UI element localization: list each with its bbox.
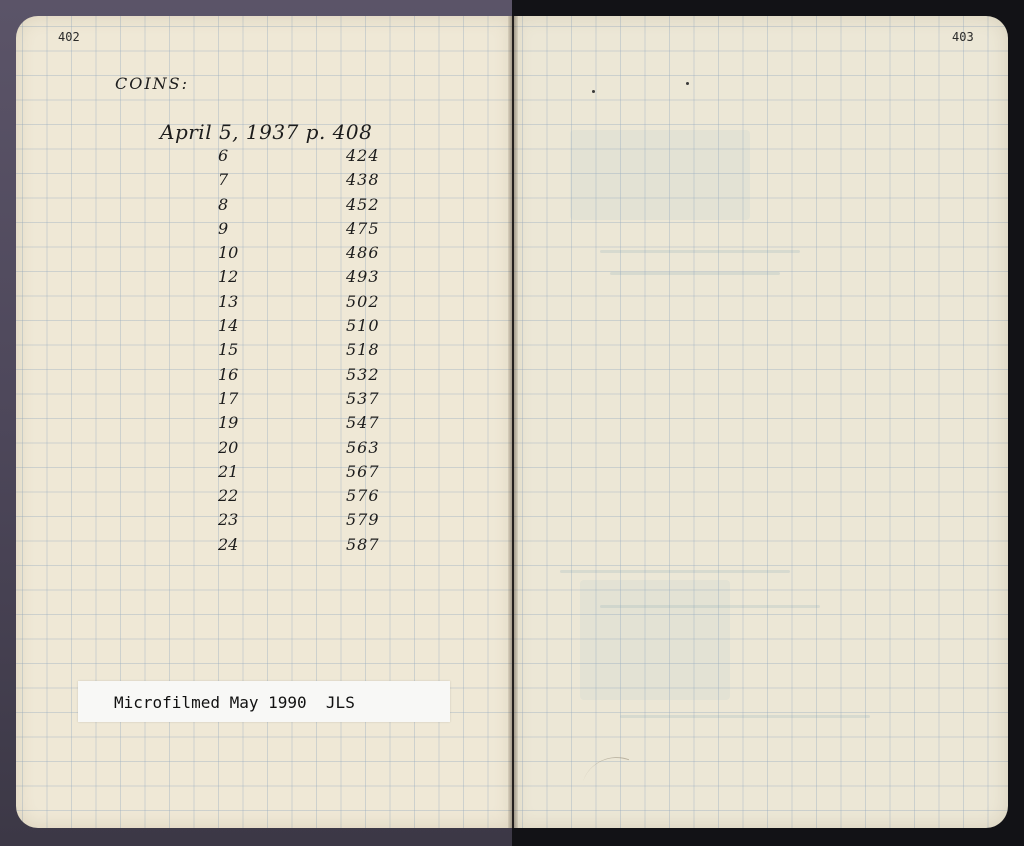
entry-page: 486 bbox=[346, 243, 380, 263]
entry-page: 518 bbox=[346, 340, 380, 360]
entry-row bbox=[210, 195, 410, 219]
first-entry-date: April 5, 1937 bbox=[160, 120, 299, 144]
entry-day: 6 bbox=[218, 146, 229, 165]
entry-page: 452 bbox=[346, 194, 380, 214]
bleed-through-block bbox=[570, 130, 750, 220]
entry-row bbox=[210, 438, 410, 462]
entry-day: 12 bbox=[218, 267, 239, 287]
entry-row bbox=[210, 365, 410, 389]
entry-page: 567 bbox=[346, 461, 380, 481]
first-entry bbox=[160, 120, 372, 144]
entry-row bbox=[210, 316, 410, 340]
coins-heading: COINS: bbox=[115, 74, 190, 93]
first-entry-page-ref: p. 408 bbox=[305, 120, 373, 144]
entry-page: 547 bbox=[346, 413, 380, 433]
entry-row bbox=[210, 267, 410, 291]
entry-day: 23 bbox=[218, 510, 239, 530]
page-number-left: 402 bbox=[58, 30, 80, 44]
entry-row bbox=[210, 535, 410, 559]
entry-day: 20 bbox=[218, 437, 239, 457]
page-number-right: 403 bbox=[952, 30, 974, 44]
entry-day: 10 bbox=[218, 243, 239, 263]
entry-page: 537 bbox=[346, 388, 380, 408]
entry-day: 15 bbox=[218, 340, 239, 360]
ink-speck bbox=[686, 82, 689, 85]
entry-row bbox=[210, 292, 410, 316]
entry-page: 576 bbox=[346, 486, 380, 506]
microfilm-label bbox=[78, 681, 450, 722]
entry-day: 19 bbox=[218, 413, 239, 433]
entry-row bbox=[210, 510, 410, 534]
bleed-through-line bbox=[560, 570, 790, 573]
bleed-through-line bbox=[620, 715, 870, 718]
entry-page: 438 bbox=[346, 170, 380, 190]
microfilm-label-text: Microfilmed May 1990 JLS bbox=[114, 693, 355, 712]
entry-day: 8 bbox=[218, 194, 229, 214]
entry-day: 7 bbox=[218, 170, 229, 190]
entry-row bbox=[210, 340, 410, 364]
entry-day: 13 bbox=[218, 291, 239, 311]
entry-day: 17 bbox=[218, 388, 239, 408]
entry-row bbox=[210, 486, 410, 510]
entry-page: 475 bbox=[346, 218, 380, 238]
entry-page: 587 bbox=[346, 534, 380, 554]
bleed-through-line bbox=[600, 250, 800, 253]
bleed-through-line bbox=[610, 272, 780, 275]
bleed-through-line bbox=[600, 605, 820, 608]
entry-day: 21 bbox=[218, 461, 239, 481]
entry-page: 424 bbox=[346, 146, 380, 165]
entry-list bbox=[210, 146, 410, 559]
bleed-through-block bbox=[580, 580, 730, 700]
entry-page: 563 bbox=[346, 437, 380, 457]
spine-gutter bbox=[508, 16, 518, 828]
entry-day: 9 bbox=[218, 218, 229, 238]
entry-row bbox=[210, 219, 410, 243]
entry-day: 24 bbox=[218, 534, 239, 554]
ink-speck bbox=[592, 90, 595, 93]
entry-day: 16 bbox=[218, 364, 239, 384]
entry-page: 579 bbox=[346, 510, 380, 530]
entry-row bbox=[210, 389, 410, 413]
entry-row bbox=[210, 413, 410, 437]
entry-row bbox=[210, 146, 410, 170]
entry-day: 14 bbox=[218, 316, 239, 336]
entry-row bbox=[210, 462, 410, 486]
entry-page: 510 bbox=[346, 316, 380, 336]
entry-day: 22 bbox=[218, 486, 239, 506]
entry-page: 532 bbox=[346, 364, 380, 384]
entry-page: 502 bbox=[346, 291, 380, 311]
entry-row bbox=[210, 243, 410, 267]
entry-row bbox=[210, 170, 410, 194]
entry-page: 493 bbox=[346, 267, 380, 287]
